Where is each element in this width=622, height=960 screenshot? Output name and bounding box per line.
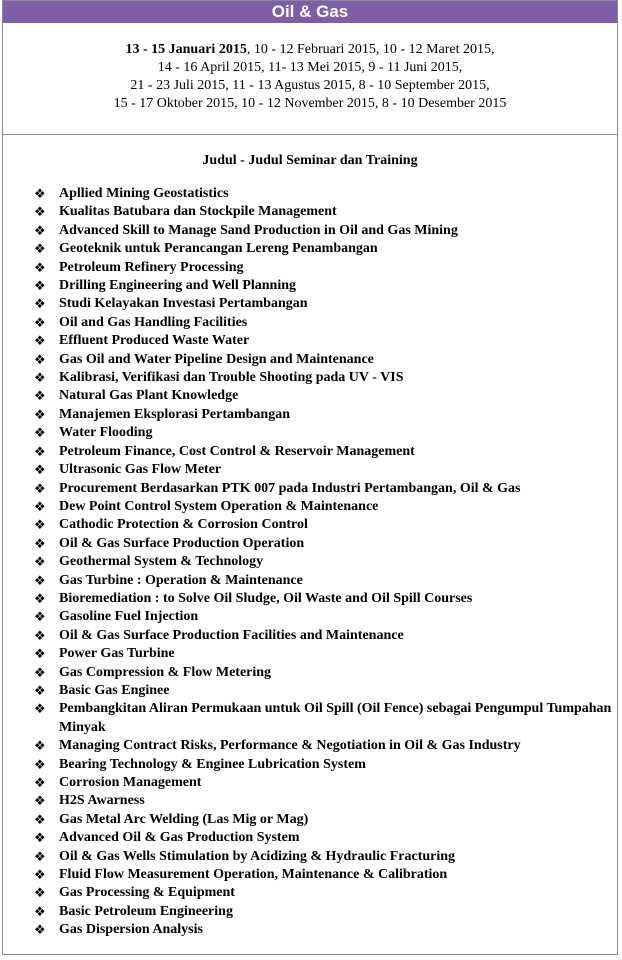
diamond-bullet-icon: ❖ <box>34 590 46 606</box>
topic-item <box>3 516 617 534</box>
topic-item <box>3 737 617 755</box>
topic-list <box>3 185 617 940</box>
topic-label: Gas Dispersion Analysis <box>59 922 203 938</box>
topic-item <box>3 185 617 203</box>
diamond-bullet-icon: ❖ <box>34 517 46 533</box>
topic-label: Natural Gas Plant Knowledge <box>59 388 239 404</box>
diamond-bullet-icon: ❖ <box>34 462 46 478</box>
diamond-bullet-icon: ❖ <box>34 186 46 201</box>
topic-label: Gas Processing & Equipment <box>59 885 235 901</box>
topic-item <box>3 645 617 663</box>
topic-label: Basic Gas Enginee <box>59 682 170 698</box>
diamond-bullet-icon: ❖ <box>34 443 46 459</box>
topic-label: Advanced Skill to Manage Sand Production in Oil and Gas Mining <box>59 222 458 238</box>
diamond-bullet-icon: ❖ <box>34 278 46 294</box>
diamond-bullet-icon: ❖ <box>34 333 46 349</box>
topic-label: Bioremediation : to Solve Oil Sludge, Oil Waste and Oil Spill Courses <box>59 590 473 606</box>
topic-item <box>3 387 617 405</box>
topic-item <box>3 811 617 829</box>
diamond-bullet-icon: ❖ <box>34 204 46 220</box>
diamond-bullet-icon: ❖ <box>34 425 46 441</box>
topic-label: Oil & Gas Wells Stimulation by Acidizing & Hydraulic Fracturing <box>59 848 456 864</box>
topic-item <box>3 903 617 921</box>
topic-item <box>3 921 617 939</box>
topic-label: Procurement Berdasarkan PTK 007 pada Industri Pertambangan, Oil & Gas <box>59 480 521 496</box>
diamond-bullet-icon: ❖ <box>34 793 46 809</box>
diamond-bullet-icon: ❖ <box>34 535 46 551</box>
topic-label: Effluent Produced Waste Water <box>59 333 250 349</box>
diamond-bullet-icon: ❖ <box>34 406 46 422</box>
diamond-bullet-icon: ❖ <box>34 756 46 772</box>
topic-item <box>3 203 617 221</box>
topic-item <box>3 222 617 240</box>
topic-item <box>3 848 617 866</box>
diamond-bullet-icon: ❖ <box>34 370 46 386</box>
topic-item <box>3 884 617 902</box>
topic-item <box>3 590 617 608</box>
diamond-bullet-icon: ❖ <box>34 682 46 698</box>
topic-item <box>3 866 617 884</box>
diamond-bullet-icon: ❖ <box>34 775 46 790</box>
topic-label: Studi Kelayakan Investasi Pertambangan <box>59 296 308 312</box>
topic-label: Oil & Gas Surface Production Operation <box>59 535 305 551</box>
topic-label: Water Flooding <box>59 425 153 441</box>
topic-item <box>3 295 617 313</box>
dates-line-1-rest: , 10 - 12 Februari 2015, 10 - 12 Maret 2015, <box>246 42 495 57</box>
topic-item <box>3 369 617 387</box>
diamond-bullet-icon: ❖ <box>34 811 46 827</box>
diamond-bullet-icon: ❖ <box>34 498 46 514</box>
topic-label: Advanced Oil & Gas Production System <box>59 830 300 846</box>
topic-item <box>3 314 617 332</box>
topic-label: Power Gas Turbine <box>59 646 175 662</box>
topic-item <box>3 627 617 645</box>
topic-label: Oil & Gas Surface Production Facilities and Maintenance <box>59 627 404 643</box>
diamond-bullet-icon: ❖ <box>34 572 46 588</box>
section-title: Judul - Judul Seminar dan Training <box>202 153 418 168</box>
topic-label: Gasoline Fuel Injection <box>59 609 199 625</box>
topic-item <box>3 461 617 479</box>
topic-label: Geothermal System & Technology <box>59 554 264 570</box>
topic-item <box>3 406 617 424</box>
topic-label: Oil and Gas Handling Facilities <box>59 314 248 330</box>
diamond-bullet-icon: ❖ <box>34 830 46 846</box>
diamond-bullet-icon: ❖ <box>34 554 46 570</box>
schedule-panel <box>2 0 618 955</box>
topic-item <box>3 682 617 700</box>
topic-item <box>3 553 617 571</box>
dates-line-3: 21 - 23 Juli 2015, 11 - 13 Agustus 2015, 8 - 10 September 2015, <box>130 78 490 93</box>
diamond-bullet-icon: ❖ <box>34 480 46 496</box>
topic-item <box>3 700 617 737</box>
diamond-bullet-icon: ❖ <box>34 296 46 312</box>
topic-label: Drilling Engineering and Well Planning <box>59 278 297 294</box>
diamond-bullet-icon: ❖ <box>34 903 46 919</box>
diamond-bullet-icon: ❖ <box>34 848 46 864</box>
diamond-bullet-icon: ❖ <box>34 867 46 883</box>
topic-label: Basic Petroleum Engineering <box>59 903 233 919</box>
topic-item <box>3 774 617 792</box>
topic-item <box>3 351 617 369</box>
topic-label: Dew Point Control System Operation & Maintenance <box>59 498 379 514</box>
diamond-bullet-icon: ❖ <box>34 314 46 330</box>
topic-label: Gas Turbine : Operation & Maintenance <box>59 572 303 588</box>
diamond-bullet-icon: ❖ <box>34 351 46 367</box>
topic-item <box>3 829 617 847</box>
topic-label: Kalibrasi, Verifikasi dan Trouble Shooting pada UV - VIS <box>59 370 404 386</box>
topic-label: Gas Metal Arc Welding (Las Mig or Mag) <box>59 811 309 827</box>
dates-line-4: 15 - 17 Oktober 2015, 10 - 12 November 2015, 8 - 10 Desember 2015 <box>113 96 507 111</box>
diamond-bullet-icon: ❖ <box>34 241 46 257</box>
diamond-bullet-icon: ❖ <box>34 259 46 275</box>
diamond-bullet-icon: ❖ <box>34 222 46 238</box>
topic-item <box>3 792 617 810</box>
topic-item <box>3 277 617 295</box>
topic-label: Kualitas Batubara dan Stockpile Management <box>59 204 337 220</box>
topic-label: Manajemen Eksplorasi Pertambangan <box>59 406 290 422</box>
diamond-bullet-icon: ❖ <box>34 664 46 680</box>
diamond-bullet-icon: ❖ <box>34 388 46 404</box>
topic-label: Managing Contract Risks, Performance & Negotiation in Oil & Gas Industry <box>59 738 521 754</box>
diamond-bullet-icon: ❖ <box>34 627 46 643</box>
topic-label: Gas Compression & Flow Metering <box>59 664 272 680</box>
topic-item <box>3 664 617 682</box>
diamond-bullet-icon: ❖ <box>34 701 46 717</box>
diamond-bullet-icon: ❖ <box>34 922 46 938</box>
topic-item <box>3 756 617 774</box>
topic-label: Corrosion Management <box>59 775 202 790</box>
topic-label: Cathodic Protection & Corrosion Control <box>59 517 308 533</box>
topic-label: Pembangkitan Aliran Permukaan untuk Oil Spill (Oil Fence) sebagai Pengumpul Tumpahan Minyak <box>59 701 612 735</box>
topic-item <box>3 443 617 461</box>
dates-highlight: 13 - 15 Januari 2015 <box>125 42 247 57</box>
topic-label: Ultrasonic Gas Flow Meter <box>59 462 222 478</box>
topic-label: Geoteknik untuk Perancangan Lereng Penambangan <box>59 241 378 257</box>
topic-label: Apllied Mining Geostatistics <box>59 186 229 201</box>
topic-item <box>3 608 617 626</box>
diamond-bullet-icon: ❖ <box>34 738 46 754</box>
diamond-bullet-icon: ❖ <box>34 885 46 901</box>
dates-line-1 <box>3 41 617 59</box>
topic-item <box>3 332 617 350</box>
topic-item <box>3 480 617 498</box>
topic-label: Bearing Technology & Enginee Lubrication System <box>59 756 366 772</box>
diamond-bullet-icon: ❖ <box>34 609 46 625</box>
topic-item <box>3 572 617 590</box>
page-title: Oil & Gas <box>3 1 617 23</box>
topic-label: Petroleum Refinery Processing <box>59 259 244 275</box>
topic-label: Fluid Flow Measurement Operation, Maintenance & Calibration <box>59 867 448 883</box>
topic-item <box>3 259 617 277</box>
diamond-bullet-icon: ❖ <box>34 646 46 662</box>
dates-line-2: 14 - 16 April 2015, 11- 13 Mei 2015, 9 - 11 Juni 2015, <box>157 60 463 75</box>
topic-item <box>3 535 617 553</box>
topic-label: Gas Oil and Water Pipeline Design and Maintenance <box>59 351 374 367</box>
topic-label: Petroleum Finance, Cost Control & Reservoir Management <box>59 443 415 459</box>
topic-label: H2S Awarness <box>59 793 145 809</box>
topic-item <box>3 424 617 442</box>
topic-item <box>3 240 617 258</box>
schedule-dates <box>3 23 617 135</box>
topic-item <box>3 498 617 516</box>
